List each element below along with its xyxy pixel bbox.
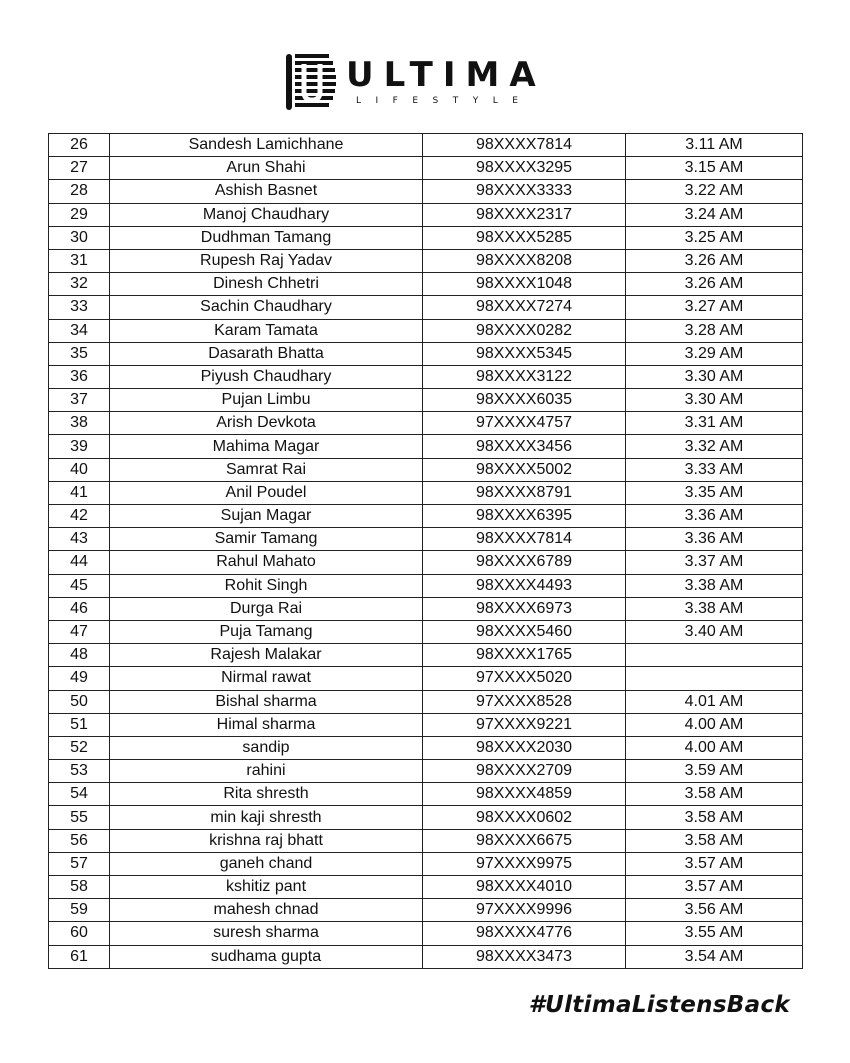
- row-number: 30: [49, 226, 110, 249]
- row-phone: 98XXXX3473: [423, 945, 626, 968]
- row-phone: 98XXXX1765: [423, 644, 626, 667]
- row-time: 3.38 AM: [626, 574, 803, 597]
- row-number: 50: [49, 690, 110, 713]
- table-row: [49, 458, 803, 481]
- row-number: 54: [49, 783, 110, 806]
- row-number: 28: [49, 180, 110, 203]
- table-row: [49, 342, 803, 365]
- row-number: 49: [49, 667, 110, 690]
- row-phone: 98XXXX6675: [423, 829, 626, 852]
- row-number: 48: [49, 644, 110, 667]
- row-number: 53: [49, 760, 110, 783]
- row-number: 47: [49, 620, 110, 643]
- row-time: 3.58 AM: [626, 783, 803, 806]
- row-time: 3.35 AM: [626, 481, 803, 504]
- row-number: 57: [49, 852, 110, 875]
- row-time: 3.29 AM: [626, 342, 803, 365]
- row-time: 3.33 AM: [626, 458, 803, 481]
- row-phone: 98XXXX7814: [423, 134, 626, 157]
- table-row: [49, 481, 803, 504]
- row-number: 33: [49, 296, 110, 319]
- row-phone: 98XXXX3295: [423, 157, 626, 180]
- row-time: 3.57 AM: [626, 852, 803, 875]
- row-time: 3.36 AM: [626, 505, 803, 528]
- row-time: 3.30 AM: [626, 389, 803, 412]
- row-time: 3.31 AM: [626, 412, 803, 435]
- row-name: Pujan Limbu: [110, 389, 423, 412]
- row-phone: 98XXXX6395: [423, 505, 626, 528]
- row-number: 58: [49, 876, 110, 899]
- row-phone: 98XXXX6973: [423, 597, 626, 620]
- row-phone: 97XXXX9996: [423, 899, 626, 922]
- table-row: [49, 551, 803, 574]
- table-row: [49, 273, 803, 296]
- row-number: 31: [49, 249, 110, 272]
- ultima-logo: [280, 50, 570, 114]
- row-time: 3.22 AM: [626, 180, 803, 203]
- row-name: Manoj Chaudhary: [110, 203, 423, 226]
- ultima-u-stripes-logo-icon: [280, 50, 342, 114]
- row-name: min kaji shresth: [110, 806, 423, 829]
- row-time: 3.27 AM: [626, 296, 803, 319]
- table-row: [49, 644, 803, 667]
- row-phone: 98XXXX4493: [423, 574, 626, 597]
- row-time: 3.26 AM: [626, 273, 803, 296]
- row-time: 4.00 AM: [626, 736, 803, 759]
- table-row: [49, 760, 803, 783]
- table-row: [49, 435, 803, 458]
- table-row: [49, 249, 803, 272]
- row-time: 3.59 AM: [626, 760, 803, 783]
- table-row: [49, 945, 803, 968]
- row-time: 3.24 AM: [626, 203, 803, 226]
- row-phone: 98XXXX6789: [423, 551, 626, 574]
- row-number: 35: [49, 342, 110, 365]
- row-name: Durga Rai: [110, 597, 423, 620]
- row-name: Dasarath Bhatta: [110, 342, 423, 365]
- row-number: 51: [49, 713, 110, 736]
- row-phone: 98XXXX2317: [423, 203, 626, 226]
- row-name: Dinesh Chhetri: [110, 273, 423, 296]
- row-name: Sachin Chaudhary: [110, 296, 423, 319]
- row-number: 44: [49, 551, 110, 574]
- table-row: [49, 620, 803, 643]
- row-number: 45: [49, 574, 110, 597]
- row-phone: 97XXXX8528: [423, 690, 626, 713]
- table-row: [49, 226, 803, 249]
- row-number: 27: [49, 157, 110, 180]
- row-phone: 98XXXX7274: [423, 296, 626, 319]
- row-time: 3.58 AM: [626, 829, 803, 852]
- row-number: 34: [49, 319, 110, 342]
- row-phone: 98XXXX0602: [423, 806, 626, 829]
- row-number: 55: [49, 806, 110, 829]
- row-time: 4.01 AM: [626, 690, 803, 713]
- row-time: 3.57 AM: [626, 876, 803, 899]
- row-number: 39: [49, 435, 110, 458]
- table-row: [49, 296, 803, 319]
- row-phone: 98XXXX5345: [423, 342, 626, 365]
- table-row: [49, 389, 803, 412]
- row-number: 52: [49, 736, 110, 759]
- row-phone: 98XXXX3333: [423, 180, 626, 203]
- row-phone: 98XXXX7814: [423, 528, 626, 551]
- table-row: [49, 713, 803, 736]
- row-name: kshitiz pant: [110, 876, 423, 899]
- table-row: [49, 667, 803, 690]
- brand-name: ULTIMA: [346, 55, 546, 95]
- row-name: krishna raj bhatt: [110, 829, 423, 852]
- table-row: [49, 690, 803, 713]
- row-number: 38: [49, 412, 110, 435]
- row-phone: 97XXXX9221: [423, 713, 626, 736]
- row-number: 32: [49, 273, 110, 296]
- table-row: [49, 412, 803, 435]
- row-phone: 98XXXX5002: [423, 458, 626, 481]
- row-name: suresh sharma: [110, 922, 423, 945]
- row-name: Ashish Basnet: [110, 180, 423, 203]
- row-phone: 98XXXX8791: [423, 481, 626, 504]
- row-time: 3.32 AM: [626, 435, 803, 458]
- row-name: Sandesh Lamichhane: [110, 134, 423, 157]
- row-phone: 98XXXX3122: [423, 365, 626, 388]
- table-row: [49, 852, 803, 875]
- row-phone: 98XXXX2030: [423, 736, 626, 759]
- row-time: 3.26 AM: [626, 249, 803, 272]
- table-row: [49, 319, 803, 342]
- table-row: [49, 829, 803, 852]
- row-phone: 98XXXX5285: [423, 226, 626, 249]
- entries-table: [48, 133, 803, 969]
- row-number: 59: [49, 899, 110, 922]
- hashtag-footer: #UltimaListensBack: [528, 992, 790, 1018]
- table-row: [49, 574, 803, 597]
- row-name: Bishal sharma: [110, 690, 423, 713]
- row-name: sandip: [110, 736, 423, 759]
- row-phone: 98XXXX5460: [423, 620, 626, 643]
- row-name: Karam Tamata: [110, 319, 423, 342]
- row-phone: 97XXXX5020: [423, 667, 626, 690]
- row-name: Rahul Mahato: [110, 551, 423, 574]
- row-time: [626, 644, 803, 667]
- row-phone: 98XXXX6035: [423, 389, 626, 412]
- row-name: Rajesh Malakar: [110, 644, 423, 667]
- row-time: 3.11 AM: [626, 134, 803, 157]
- row-name: Arun Shahi: [110, 157, 423, 180]
- row-number: 36: [49, 365, 110, 388]
- row-time: 3.40 AM: [626, 620, 803, 643]
- row-time: 3.58 AM: [626, 806, 803, 829]
- table-row: [49, 134, 803, 157]
- row-name: Rupesh Raj Yadav: [110, 249, 423, 272]
- row-phone: 97XXXX4757: [423, 412, 626, 435]
- row-number: 26: [49, 134, 110, 157]
- row-time: 3.54 AM: [626, 945, 803, 968]
- row-name: Puja Tamang: [110, 620, 423, 643]
- row-phone: 98XXXX2709: [423, 760, 626, 783]
- row-phone: 98XXXX8208: [423, 249, 626, 272]
- row-name: Rohit Singh: [110, 574, 423, 597]
- row-number: 60: [49, 922, 110, 945]
- table-row: [49, 180, 803, 203]
- row-time: 3.37 AM: [626, 551, 803, 574]
- table-row: [49, 203, 803, 226]
- table-row: [49, 365, 803, 388]
- row-name: Dudhman Tamang: [110, 226, 423, 249]
- row-time: 3.28 AM: [626, 319, 803, 342]
- row-number: 29: [49, 203, 110, 226]
- row-phone: 98XXXX4776: [423, 922, 626, 945]
- row-name: Rita shresth: [110, 783, 423, 806]
- row-number: 41: [49, 481, 110, 504]
- table-row: [49, 783, 803, 806]
- row-number: 43: [49, 528, 110, 551]
- table-row: [49, 597, 803, 620]
- row-phone: 98XXXX1048: [423, 273, 626, 296]
- row-name: Samrat Rai: [110, 458, 423, 481]
- row-number: 56: [49, 829, 110, 852]
- row-name: Nirmal rawat: [110, 667, 423, 690]
- row-number: 46: [49, 597, 110, 620]
- table-row: [49, 876, 803, 899]
- row-name: mahesh chnad: [110, 899, 423, 922]
- table-row: [49, 806, 803, 829]
- table-row: [49, 528, 803, 551]
- table-row: [49, 899, 803, 922]
- row-name: Anil Poudel: [110, 481, 423, 504]
- brand-tagline: LIFESTYLE: [356, 96, 533, 106]
- row-name: Sujan Magar: [110, 505, 423, 528]
- row-number: 61: [49, 945, 110, 968]
- row-phone: 98XXXX0282: [423, 319, 626, 342]
- row-time: 4.00 AM: [626, 713, 803, 736]
- entries-table-body: [49, 134, 803, 969]
- row-name: rahini: [110, 760, 423, 783]
- table-row: [49, 736, 803, 759]
- row-phone: 98XXXX4859: [423, 783, 626, 806]
- row-time: 3.30 AM: [626, 365, 803, 388]
- row-time: 3.38 AM: [626, 597, 803, 620]
- row-phone: 98XXXX3456: [423, 435, 626, 458]
- row-name: Himal sharma: [110, 713, 423, 736]
- row-time: 3.25 AM: [626, 226, 803, 249]
- table-row: [49, 922, 803, 945]
- row-name: ganeh chand: [110, 852, 423, 875]
- table-row: [49, 157, 803, 180]
- row-name: sudhama gupta: [110, 945, 423, 968]
- row-time: 3.56 AM: [626, 899, 803, 922]
- row-time: 3.15 AM: [626, 157, 803, 180]
- table-row: [49, 505, 803, 528]
- row-time: [626, 667, 803, 690]
- row-number: 40: [49, 458, 110, 481]
- row-phone: 98XXXX4010: [423, 876, 626, 899]
- row-name: Samir Tamang: [110, 528, 423, 551]
- row-name: Piyush Chaudhary: [110, 365, 423, 388]
- row-phone: 97XXXX9975: [423, 852, 626, 875]
- row-time: 3.55 AM: [626, 922, 803, 945]
- row-name: Arish Devkota: [110, 412, 423, 435]
- row-number: 37: [49, 389, 110, 412]
- row-number: 42: [49, 505, 110, 528]
- row-name: Mahima Magar: [110, 435, 423, 458]
- row-time: 3.36 AM: [626, 528, 803, 551]
